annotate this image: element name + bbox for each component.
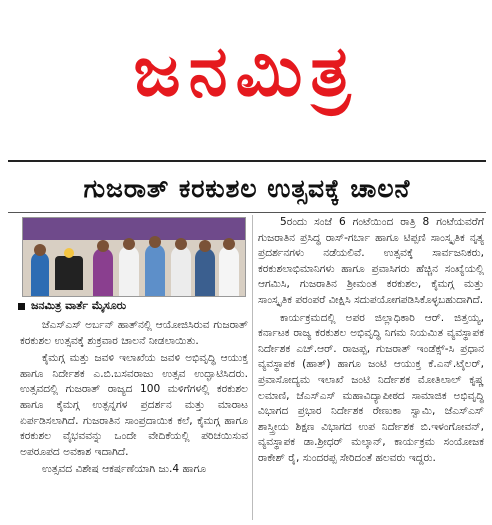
stage-banner xyxy=(23,218,245,240)
person-head xyxy=(199,240,211,252)
paragraph: ಉತ್ಸವದ ವಿಶೇಷ ಆಕರ್ಷಣೆಯಾಗಿ ಜು.4 ಹಾಗೂ xyxy=(42,463,207,476)
news-article xyxy=(8,160,486,525)
person-figure xyxy=(93,248,113,296)
column-divider xyxy=(252,215,253,520)
paragraph: 5ರಂದು ಸಂಜೆ 6 ಗಂಟೆಯಿಂದ ರಾತ್ರಿ 8 ಗಂಟೆಯವರೆಗೆ ಗುಜರಾತಿನ ಪ್ರಸಿದ್ಧ ರಾಸ್-ಗರ್ಬಾ ಹಾಗೂ ಟಿಪ್ಪಣಿ ಸಾಂಸ್ಕೃತಿಕ ನೃತ್ಯ ಪ್ರದರ್ಶನಗಳು ನಡೆಯಲಿವೆ. ಉತ್ಸವಕ್ಕೆ ಸಾರ್ವಜನಿಕರು, ಕರಕುಶಲಾಭಿಮಾನಿಗಳು ಹಾಗೂ ಪ್ರವಾಸಿಗರು ಹೆಚ್ಚಿನ ಸಂಖ್ಯೆಯಲ್ಲಿ ಆಗಮಿಸಿ, ಗುಜರಾತಿನ ಶ್ರೀಮಂತ ಕರಕುಶಲ, ಕೈಮಗ್ಗ ಮತ್ತು ಸಾಂಸ್ಕೃತಿಕ ಪರಂಪರೆ ವೀಕ್ಷಿಸಿ ಸದುಪಯೋಗಪಡಿಸಿಕೊಳ್ಳಬಹುದಾಗಿದೆ. xyxy=(258,216,484,306)
masthead xyxy=(0,0,492,150)
paragraph: ಜೆಎಸ್‌ಎಸ್ ಅರ್ಬನ್ ಹಾತ್‌ನಲ್ಲಿ ಆಯೋಜಿಸಿರುವ ಗುಜರಾತ್ ಕರಕುಶಲ ಉತ್ಸವಕ್ಕೆ ಶುಕ್ರವಾರ ಚಾಲನೆ ನೀಡಲಾಯಿತು. xyxy=(20,319,248,347)
bullet-square-icon xyxy=(18,303,25,310)
person-figure xyxy=(31,252,49,296)
person-figure xyxy=(119,246,139,296)
ceremonial-lamp-icon xyxy=(55,256,83,290)
article-column-right xyxy=(258,215,484,523)
person-head xyxy=(123,238,135,250)
lamp-flame-icon xyxy=(64,248,74,258)
person-head xyxy=(34,244,46,256)
newspaper-title: ಜನಮಿತ್ರ xyxy=(133,30,359,112)
person-head xyxy=(223,238,235,250)
paragraph: ಕಾರ್ಯಕ್ರಮದಲ್ಲಿ ಅಪರ ಜಿಲ್ಲಾಧಿಕಾರಿ ಆರ್. ಜಿತ್ತಯ್ಯ, ಕರ್ನಾಟಕ ರಾಜ್ಯ ಕರಕುಶಲ ಅಭಿವೃದ್ಧಿ ನಿಗಮ ನಿಯಮಿತ ವ್ಯವಸ್ಥಾಪಕ ನಿರ್ದೇಶಕ ಎಚ್.ಆರ್. ರಾಜಪ್ಪ, ಗುಜರಾತ್ ಇಂಡೆಕ್ಸ್-ಸಿ ಪ್ರಧಾನ ವ್ಯವಸ್ಥಾಪಕ (ಹಾತ್) ಹಾಗೂ ಜಂಟಿ ಆಯುಕ್ತ ಕೆ.ಎನ್.ಟೈಲರ್, ಪ್ರವಾಸೋದ್ಯಮ ಇಲಾಖೆ ಜಂಟಿ ನಿರ್ದೇಶಕ ಮೋತಿಲಾಲ್ ಕೃಷ್ಣ ಲಮಾಣಿ, ಜೆಎಸ್‌ಎಸ್ ಮಹಾವಿದ್ಯಾಪೀಠದ ಸಾಮಾಜಿಕ ಅಭಿವೃದ್ಧಿ ವಿಭಾಗದ ಪ್ರಭಾರ ನಿರ್ದೇಶಕ ರೇಣುಕಾ ಸ್ವಾಮಿ, ಜೆಎಸ್‌ಎಸ್ ಶಾಸ್ತ್ರೀಯ ಶಿಕ್ಷಣ ವಿಭಾಗದ ಉಪ ನಿರ್ದೇಶಕ ಬಿ.ಇಳಂಗೋವನ್, ವ್ಯವಸ್ಥಾಪಕ ಡಾ.ಶ್ರೀಧರ್ ಮಲ್ಕಾನ್, ಕಾರ್ಯಕ್ರಮ ಸಂಯೋಜಕ ರಾಕೇಶ್ ರೈ, ಸುಂದರಪ್ಪ ಸೇರಿದಂತೆ ಹಲವರು ಇದ್ದರು. xyxy=(258,311,484,464)
person-head xyxy=(97,240,109,252)
person-figure xyxy=(195,248,215,296)
person-figure xyxy=(219,246,239,296)
article-headline: ಗುಜರಾತ್ ಕರಕುಶಲ ಉತ್ಸವಕ್ಕೆ ಚಾಲನೆ xyxy=(8,166,486,213)
paragraph: ಕೈಮಗ್ಗ ಮತ್ತು ಜವಳಿ ಇಲಾಖೆಯ ಜವಳಿ ಅಭಿವೃದ್ಧಿ ಆಯುಕ್ತ ಹಾಗೂ ನಿರ್ದೇಶಕ ಎ.ಬಿ.ಬಸವರಾಜು ಉತ್ಸವ ಉದ್ಘಾಟಿಸಿದರು. ಉತ್ಸವದಲ್ಲಿ ಗುಜರಾತ್ ರಾಜ್ಯದ 100 ಮಳಿಗೆಗಳಲ್ಲಿ ಕರಕುಶಲ ಹಾಗೂ ಕೈಮಗ್ಗ ಉತ್ಪನ್ನಗಳ ಪ್ರದರ್ಶನ ಮತ್ತು ಮಾರಾಟ ಏರ್ಪಡಿಸಲಾಗಿದೆ. ಗುಜರಾತಿನ ಸಾಂಪ್ರದಾಯಿಕ ಕಲೆ, ಕೈಮಗ್ಗ ಹಾಗೂ ಕರಕುಶಲ ವೈಭವವನ್ನು ಒಂದೇ ವೇದಿಕೆಯಲ್ಲಿ ಪರಿಚಯಿಸುವ ಅಪರೂಪದ ಅವಕಾಶ ಇದಾಗಿದೆ. xyxy=(20,352,248,458)
person-head xyxy=(149,236,161,248)
person-figure xyxy=(171,246,191,296)
article-byline xyxy=(18,297,248,315)
event-photo xyxy=(22,217,246,297)
article-column-left xyxy=(20,318,248,523)
person-figure xyxy=(145,244,165,296)
person-head xyxy=(175,238,187,250)
byline-text: ಜನಮಿತ್ರ ವಾರ್ತೆ ಮೈಸೂರು xyxy=(31,299,127,312)
